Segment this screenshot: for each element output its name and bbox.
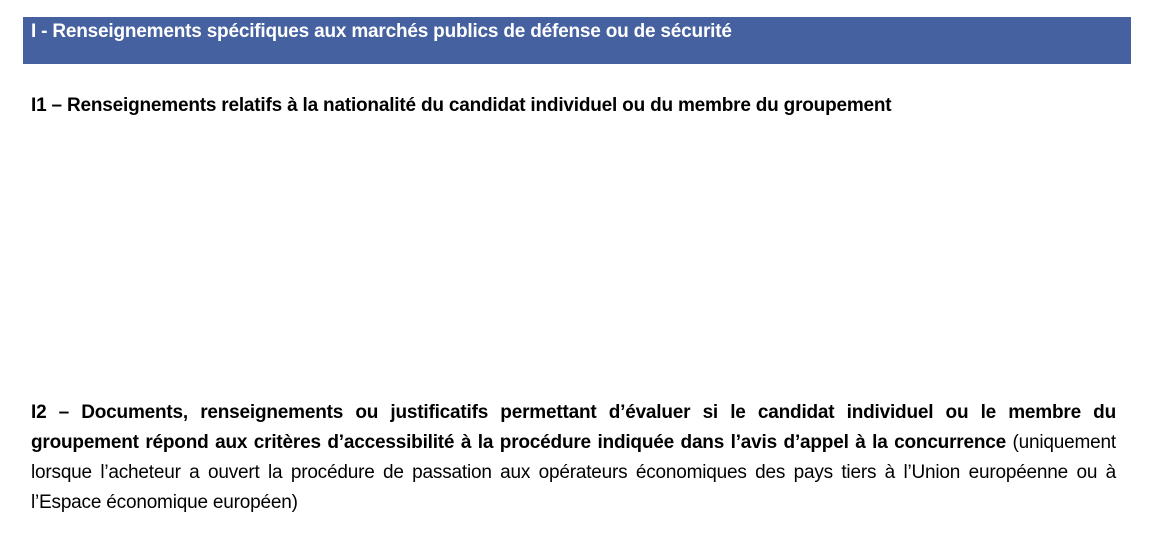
i2-paragraph — [31, 398, 1116, 518]
section-header-bar — [23, 17, 1131, 64]
section-title: I - Renseignements spécifiques aux marchés publics de défense ou de sécurité — [31, 21, 732, 42]
i2-heading: I2 – Documents, renseignements ou justificatifs permettant d’évaluer si le candidat individuel ou le membre du groupement répond aux critères d’accessibilité à la procédure indiquée dans l’avis d’appel à la concurrence — [31, 402, 1116, 453]
i2-note: (uniquement lorsque l’acheteur a ouvert la procédure de passation aux opérateurs économiques des pays tiers à l’Union européenne ou à l’Espace économique européen) — [31, 432, 1116, 513]
i1-heading: I1 – Renseignements relatifs à la nationalité du candidat individuel ou du membre du groupement — [31, 95, 892, 116]
i1-content-area — [31, 125, 1116, 385]
